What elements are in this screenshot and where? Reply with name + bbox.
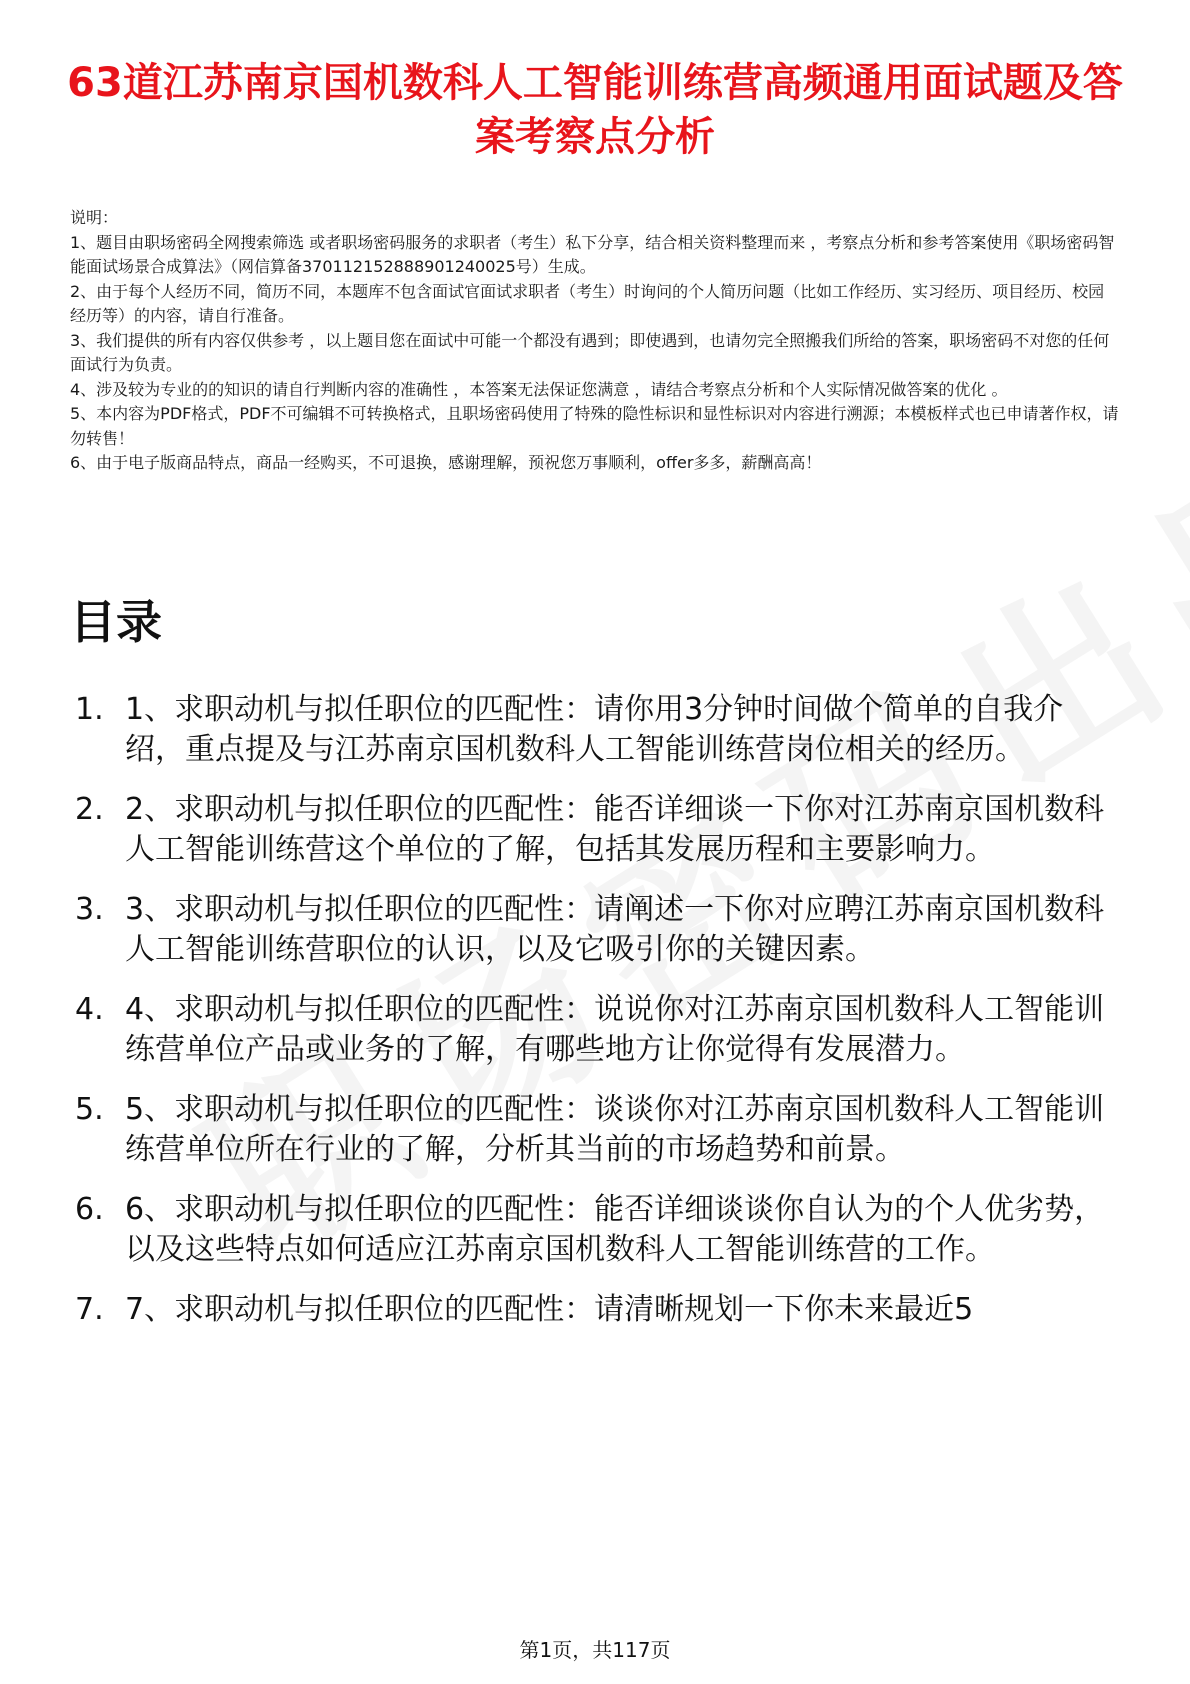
toc-item[interactable] <box>70 890 1115 970</box>
toc-item-text[interactable]: 6、求职动机与拟任职位的匹配性：能否详细谈谈你自认为的个人优劣势，以及这些特点如何适应江苏南京国机数科人工智能训练营的工作。 <box>125 1192 1105 1267</box>
toc-item-number: 3. <box>75 892 104 927</box>
toc-item-number: 1. <box>75 692 104 727</box>
notice-item: 5、本内容为PDF格式，PDF不可编辑不可转换格式，且职场密码使用了特殊的隐性标识和显性标识对内容进行溯源；本模板样式也已申请著作权，请勿转售！ <box>70 404 1119 448</box>
toc-list <box>70 690 1130 1350</box>
notice-item: 4、涉及较为专业的的知识的请自行判断内容的准确性 ，本答案无法保证您满意 ，请结合考察点分析和个人实际情况做答案的优化 。 <box>70 379 1008 399</box>
toc-item-text[interactable]: 2、求职动机与拟任职位的匹配性：能否详细谈一下你对江苏南京国机数科人工智能训练营这个单位的了解，包括其发展历程和主要影响力。 <box>125 792 1105 867</box>
toc-item[interactable] <box>70 1190 1115 1270</box>
toc-item-text[interactable]: 7、求职动机与拟任职位的匹配性：请清晰规划一下你未来最近5 <box>125 1292 974 1327</box>
document-title: 63道江苏南京国机数科人工智能训练营高频通用面试题及答案考察点分析 <box>67 60 1123 160</box>
toc-item[interactable] <box>70 1290 1115 1330</box>
toc-heading: 目录 <box>70 595 162 649</box>
notice-item: 6、由于电子版商品特点，商品一经购买，不可退换，感谢理解，预祝您万事顺利，offer多多，薪酬高高！ <box>70 453 822 472</box>
toc-item[interactable] <box>70 990 1115 1070</box>
toc-item[interactable] <box>70 790 1115 870</box>
page-footer: 第1页，共117页 <box>519 1638 671 1662</box>
toc-item-number: 5. <box>75 1092 104 1127</box>
notice-section <box>70 206 1120 476</box>
notice-item: 3、我们提供的所有内容仅供参考 ，以上题目您在面试中可能一个都没有遇到；即使遇到，也请勿完全照搬我们所给的答案，职场密码不对您的任何面试行为负责。 <box>70 330 1110 374</box>
toc-item[interactable] <box>70 690 1115 770</box>
toc-item-text[interactable]: 4、求职动机与拟任职位的匹配性：说说你对江苏南京国机数科人工智能训练营单位产品或业务的了解，有哪些地方让你觉得有发展潜力。 <box>125 992 1105 1067</box>
toc-item-text[interactable]: 3、求职动机与拟任职位的匹配性：请阐述一下你对应聘江苏南京国机数科人工智能训练营职位的认识，以及它吸引你的关键因素。 <box>125 892 1105 967</box>
toc-item-number: 6. <box>75 1192 104 1227</box>
toc-item-number: 7. <box>75 1292 104 1327</box>
toc-item-text[interactable]: 5、求职动机与拟任职位的匹配性：谈谈你对江苏南京国机数科人工智能训练营单位所在行业的了解，分析其当前的市场趋势和前景。 <box>125 1092 1105 1167</box>
toc-item-number: 2. <box>75 792 104 827</box>
toc-item-number: 4. <box>75 992 104 1027</box>
notice-item: 2、由于每个人经历不同，简历不同，本题库不包含面试官面试求职者（考生）时询问的个人简历问题（比如工作经历、实习经历、项目经历、校园经历等）的内容，请自行准备。 <box>70 281 1105 325</box>
toc-item-text[interactable]: 1、求职动机与拟任职位的匹配性：请你用3分钟时间做个简单的自我介绍，重点提及与江苏南京国机数科人工智能训练营岗位相关的经历。 <box>125 692 1064 767</box>
notice-heading: 说明： <box>70 208 119 227</box>
toc-item[interactable] <box>70 1090 1115 1170</box>
notice-item: 1、题目由职场密码全网搜索筛选 或者职场密码服务的求职者（考生）私下分享，结合相关资料整理而来 ，考察点分析和参考答案使用《职场密码智能面试场景合成算法》（网信算备370112152888901240025号）生成。 <box>70 232 1115 276</box>
